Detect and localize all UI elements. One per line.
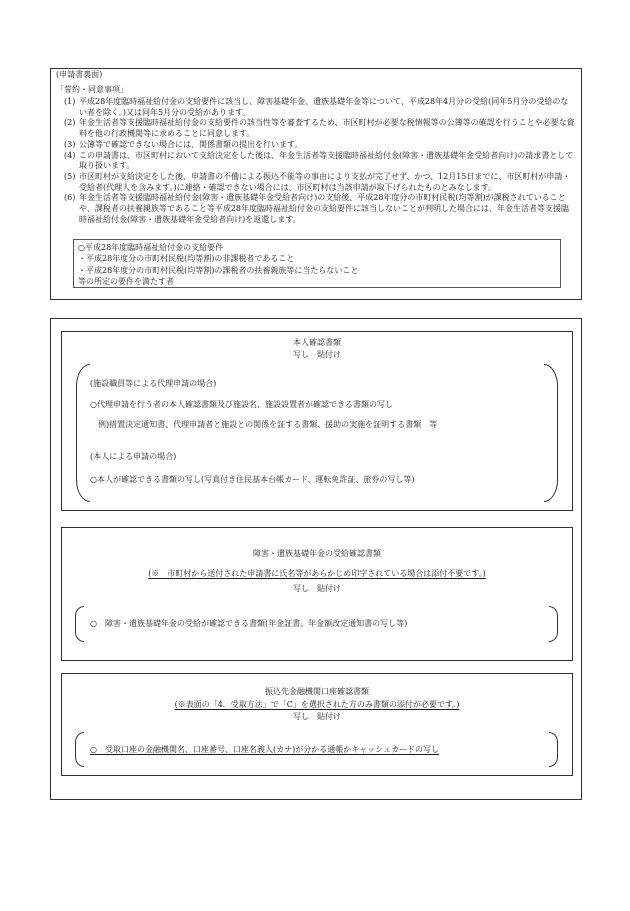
paste-copy-label: 写し 貼付け <box>293 350 341 359</box>
pledge-item-4 <box>64 151 576 172</box>
right-bracket <box>544 364 558 502</box>
right-bracket <box>549 606 558 642</box>
pledge-item-5 <box>64 172 576 193</box>
pension-docs-note: (※ 市町村から送付された申請書に氏名等があらかじめ印字されている場合は添付不要です。) <box>148 569 486 578</box>
paste-copy-label: 写し 貼付け <box>293 584 341 593</box>
pledge-text: 市区町村が支給決定をした後、申請書の不備による振込不能等の事由により支払が完了せず、かつ、12月15日までに、市区町村が申請・受給者(代理人を含みます。)に連絡・確認できない場合には、市区町村は当該申請が取下げられたものとみなします。 <box>79 171 571 192</box>
pledge-consent-section <box>50 68 582 300</box>
pledge-number: (6) <box>64 193 76 203</box>
pledge-heading: 「誓約・同意事項」 <box>56 85 128 94</box>
requirement-line: 等の所定の要件を満たす者 <box>78 277 174 287</box>
left-bracket <box>76 364 90 502</box>
pledge-number: (2) <box>64 118 76 128</box>
pension-docs-title: 障害・遺族基礎年金の受給確認書類 <box>253 549 381 558</box>
pledge-number: (5) <box>64 171 76 181</box>
pension-docs-paste-area <box>61 527 573 661</box>
pension-required-docs: ○ 障害・遺族基礎年金の受給が確認できる書類(年金証書、年金額改定通知書の写し等) <box>90 619 408 628</box>
pledge-text: 年金生活者等支援臨時福祉給付金(障害・遺族基礎年金受給者向け)の支給後、平成28年度分の市町村民税(均等割)が課税されていることや、課税者の扶養親族等であること等平成28年度臨時福祉給付金の支給要件に該当しないことが判明した場合には、年金生活者等支援臨時福祉給付金(障害・遺族基礎年金受給者向け)を返還します。 <box>79 193 570 224</box>
bank-docs-title: 振込先金融機関口座確認書類 <box>265 687 369 696</box>
pledge-item-1 <box>64 97 576 118</box>
proxy-docs-example: 例)措置決定通知書、代理申請者と施設との関係を証する書類、援助の実施を証明する書類 等 <box>98 420 438 429</box>
requirement-line: ○平成28年度臨時福祉給付金の支給要件 <box>78 243 224 252</box>
requirement-line: ・平成28年度分の市町村民税(均等割)の非課税者であること <box>78 254 295 264</box>
pledge-number: (3) <box>64 139 76 149</box>
self-required-docs: ○本人が確認できる書類の写し(写真付き住民基本台帳カード、運転免許証、旅券の写し等) <box>90 475 415 484</box>
pledge-item-6 <box>64 193 576 225</box>
proxy-required-docs: ○代理申請を行う者の本人確認書類及び施設名、施設設置者が確認できる書類の写し <box>90 400 393 409</box>
pledge-number: (4) <box>64 150 76 160</box>
pension-docs-note-wrap <box>62 569 572 580</box>
attachment-section <box>50 318 582 800</box>
bank-docs-note: (※表面の「4．受取方法」で「C」を選択された方のみ書類の添付が必要です。) <box>174 700 460 709</box>
pledge-text: この申請書は、市区町村において支給決定をした後は、年金生活者等支援臨時福祉給付金(障害・遺族基礎年金受給者向け)の請求書として取り扱います。 <box>79 150 574 171</box>
bank-account-docs-paste-area <box>61 673 573 776</box>
self-application-heading: (本人による申請の場合) <box>90 452 177 461</box>
pledge-list <box>64 97 576 225</box>
back-side-label: (申請書裏面) <box>56 70 103 79</box>
eligibility-requirements-box <box>73 239 561 288</box>
requirement-line: ・平成28年度分の市町村民税(均等割)の課税者の扶養親族等に当たらないこと <box>78 265 359 275</box>
proxy-application-heading: (施設職員等による代理申請の場合) <box>90 379 217 388</box>
identity-docs-title: 本人確認書類 <box>293 338 341 347</box>
left-bracket <box>75 732 84 767</box>
pledge-text: 平成28年度臨時福祉給付金の支給要件に該当し、障害基礎年金、遺族基礎年金等について、平成28年4月分の受給(同年5月分の受給のない者を除く。)又は同年5月分の受給があります。 <box>79 97 569 117</box>
pledge-item-3 <box>64 140 576 151</box>
left-bracket <box>75 606 84 642</box>
pledge-text: 公簿等で確認できない場合には、関係書類の提出を行います。 <box>79 139 303 149</box>
identity-docs-paste-area <box>61 331 573 511</box>
bank-required-docs: ○ 受取口座の金融機関名、口座番号、口座名義人(カナ)が分かる通帳かキャッシュカードの写し <box>90 745 440 754</box>
right-bracket <box>549 732 558 767</box>
pledge-item-2 <box>64 118 576 139</box>
pledge-number: (1) <box>64 97 76 106</box>
pledge-text: 年金生活者等支援臨時福祉給付金の支給要件の該当性等を審査するため、市区町村が必要な税情報等の公簿等の確認を行うことや必要な資料を他の行政機関等に求めることに同意します。 <box>79 118 575 139</box>
paste-copy-label: 写し 貼付け <box>293 712 341 721</box>
bank-docs-note-wrap <box>62 700 572 711</box>
